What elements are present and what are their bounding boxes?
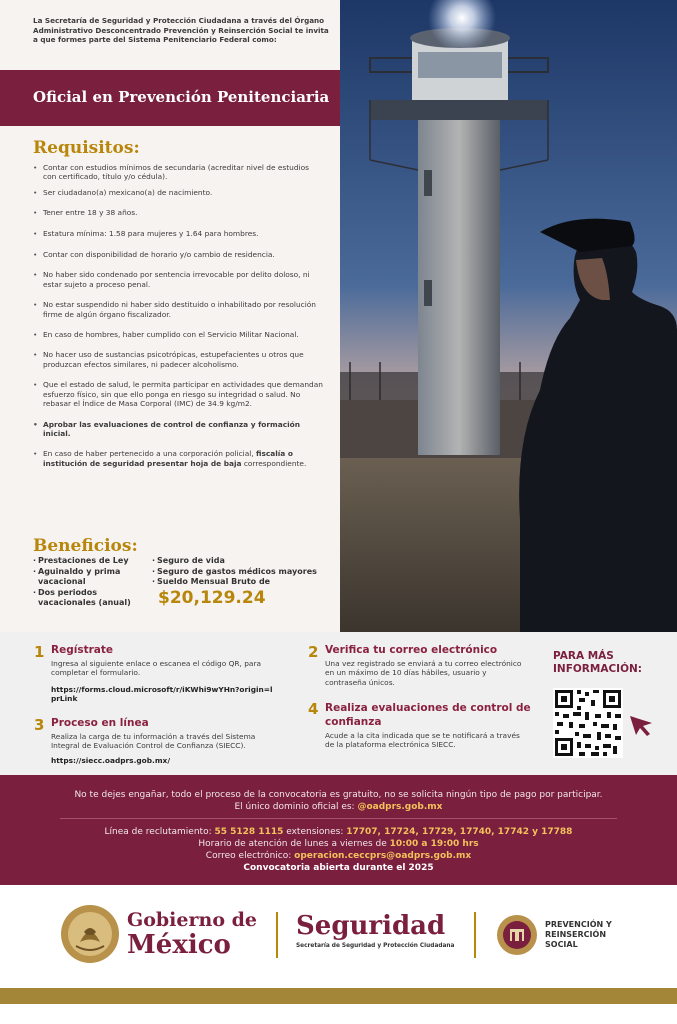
prs-emblem: [496, 914, 538, 956]
prs-label: PREVENCIÓN Y REINSERCIÓN SOCIAL: [545, 920, 612, 949]
hours: 10:00 a 19:00 hrs: [389, 839, 479, 849]
mexico-seal-logo: [60, 904, 120, 964]
list-item: · Prestaciones de Ley: [33, 556, 145, 567]
step-3: [34, 716, 284, 771]
registration-link[interactable]: https://forms.cloud.microsoft/r/iKWhi9wYHn?origin=lprLink: [51, 685, 273, 704]
guard-tower-photo: [340, 0, 677, 632]
step-4: [308, 700, 538, 760]
step-number: 3: [34, 716, 45, 734]
list-item: • No haber sido condenado por sentencia irrevocable por delito doloso, ni estar sujeto a proceso penal.: [33, 270, 323, 289]
coat-of-arms-icon: [60, 904, 120, 964]
notice-band: [0, 775, 677, 885]
title-band: [0, 70, 340, 126]
phone-number[interactable]: 55 5128 1115: [214, 827, 284, 837]
email-label: Correo electrónico:: [205, 851, 295, 861]
step-2: [308, 643, 538, 703]
step-number: 1: [34, 643, 45, 661]
step-number: 2: [308, 643, 319, 661]
step-description: Una vez registrado se enviará a tu correo electrónico en un máximo de 10 días hábiles, usuario y contraseña únicos.: [325, 659, 522, 687]
divider: [60, 818, 617, 819]
logo-divider: [474, 912, 476, 958]
mexico-line: México: [127, 930, 231, 960]
extensions: 17707, 17724, 17729, 17740, 17742 y 17788: [346, 827, 573, 837]
gobierno-de-mexico-logo: [127, 909, 257, 959]
step-title: Proceso en línea: [51, 717, 149, 729]
list-item-bold-text: fiscalía o institución de seguridad presentar hoja de baja: [43, 449, 293, 468]
list-item: • No estar suspendido ni haber sido destituido o inhabilitado por resolución firme de algún órgano fiscalizador.: [33, 300, 323, 319]
guard-tower-illustration: [340, 0, 677, 632]
list-item: · Dos periodos vacacionales (anual): [33, 588, 145, 609]
cursor-pointer-icon: [628, 714, 654, 740]
salary-amount: $20,129.24: [158, 588, 266, 608]
bottom-margin: [0, 1004, 677, 1024]
list-item: · Sueldo Mensual Bruto de: [152, 577, 332, 588]
seguridad-title: Seguridad: [296, 911, 446, 941]
recruitment-phone-line: [0, 827, 677, 837]
list-item: • Aprobar las evaluaciones de control de confianza y formación inicial.: [33, 420, 323, 439]
list-item-text-end: correspondiente.: [241, 458, 307, 468]
list-item: · Seguro de vida: [152, 556, 332, 567]
step-description: Realiza la carga de tu información a través del Sistema Integral de Evaluación Control de Confianza (SIECC).: [51, 732, 256, 751]
email-line: [0, 851, 677, 861]
list-item: • Tener entre 18 y 38 años.: [33, 208, 323, 217]
pointer-arrow-icon: [628, 714, 654, 736]
notice-warning: No te dejes engañar, todo el proceso de la convocatoria es gratuito, no se solicita ningún tipo de pago por participar.: [74, 790, 603, 800]
convocatoria-open: Convocatoria abierta durante el 2025: [243, 863, 434, 873]
qr-code-icon: [553, 688, 623, 758]
page-title: Oficial en Prevención Penitenciaria: [33, 88, 330, 106]
official-domain: @oadprs.gob.mx: [357, 802, 443, 812]
extensions-label: extensiones:: [283, 827, 347, 837]
list-item-last: [33, 449, 323, 468]
step-title: Verifica tu correo electrónico: [325, 644, 498, 656]
notice-domain-label: El único dominio oficial es:: [234, 802, 358, 812]
step-description: Acude a la cita indicada que se te notificará a través de la plataforma electrónica SIECC.: [325, 731, 520, 750]
list-item: • Contar con disponibilidad de horario y/o cambio de residencia.: [33, 250, 323, 259]
qr-code[interactable]: [553, 688, 623, 758]
phone-label: Línea de reclutamiento:: [104, 827, 215, 837]
list-item: • Estatura mínima: 1.58 para mujeres y 1.64 para hombres.: [33, 229, 323, 238]
step-description: Ingresa al siguiente enlace o escanea el código QR, para completar el formulario.: [51, 659, 262, 678]
email-address[interactable]: operacion.ceccprs@oadprs.gob.mx: [294, 851, 472, 861]
list-item: • En caso de hombres, haber cumplido con el Servicio Militar Nacional.: [33, 330, 323, 339]
requisitos-heading: Requisitos:: [33, 138, 140, 158]
gobierno-line: Gobierno de: [127, 909, 257, 931]
siecc-link[interactable]: https://siecc.oadprs.gob.mx/: [51, 756, 171, 765]
seguridad-subtitle: Secretaría de Seguridad y Protección Ciudadana: [296, 943, 455, 949]
more-info-heading: PARA MÁS INFORMACIÓN:: [553, 650, 642, 675]
beneficios-list-1: [33, 556, 145, 609]
list-item: • Ser ciudadano(a) mexicano(a) de nacimiento.: [33, 188, 323, 197]
hours-label: Horario de atención de lunes a viernes de: [198, 839, 390, 849]
seguridad-logo: [296, 912, 454, 949]
step-number: 4: [308, 700, 319, 718]
hours-line: [0, 839, 677, 849]
logo-divider: [276, 912, 278, 958]
prs-emblem-icon: [496, 914, 538, 956]
list-item: • Contar con estudios mínimos de secundaria (acreditar nivel de estudios con certificado, título y/o cédula).: [33, 163, 323, 182]
step-title: Realiza evaluaciones de control de confianza: [325, 702, 531, 728]
beneficios-heading: Beneficios:: [33, 536, 138, 556]
gold-footer-bar: [0, 988, 677, 1004]
step-1: [34, 643, 284, 715]
intro-text: La Secretaría de Seguridad y Protección Ciudadana a través del Órgano Administrativo Desconcentrado Prevención y Reinserción Social te invita a que formes parte del Sistema Penitenciario Federal como:: [33, 16, 329, 44]
list-item: • No hacer uso de sustancias psicotrópicas, estupefacientes u otros que produzcan efectos similares, ni padecer alcoholismo.: [33, 350, 323, 369]
list-item-text: En caso de haber pertenecido a una corporación policial,: [43, 449, 256, 459]
requisitos-list: [33, 163, 323, 468]
list-item: • Que el estado de salud, le permita participar en actividades que demandan esfuerzo físico, sin que ello ponga en riesgo su integridad o salud. No rebasar el Índice de Masa Corporal (IMC) de 34.9 kg/m2.: [33, 380, 323, 408]
list-item: · Seguro de gastos médicos mayores: [152, 567, 332, 578]
list-item: · Aguinaldo y prima vacacional: [33, 567, 145, 588]
notice-domain-line: [0, 802, 677, 812]
beneficios-list-2: [152, 556, 332, 588]
step-title: Regístrate: [51, 644, 113, 656]
